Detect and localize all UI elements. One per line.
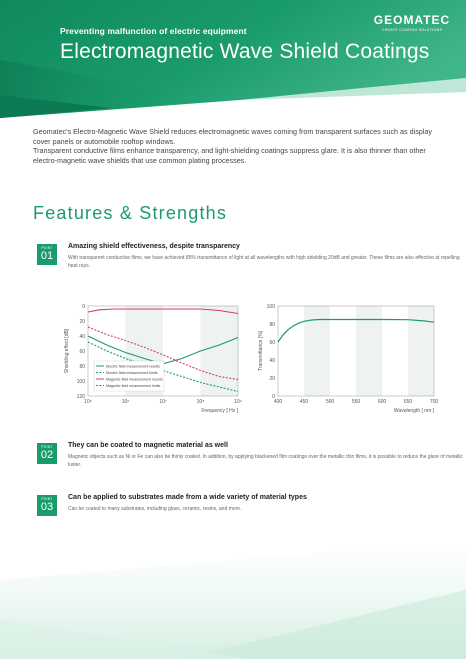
- feature-title-03: Can be applied to substrates made from a wide variety of material types: [68, 494, 307, 501]
- feature-desc-02: Magnetic objects such as Ni or Fe can also be thinly coated. In addition, by applying blackened film coatings over the metallic thin films, it is possible to reduce the glare of metallic luster.: [68, 454, 463, 468]
- point-label: POINT: [41, 497, 53, 501]
- legend-label: Magnetic field measurement limits: [106, 384, 161, 388]
- y-tick-label: 0: [82, 303, 85, 310]
- x-tick-label: 10⁸: [196, 399, 205, 405]
- y-tick-label: 0: [272, 393, 275, 400]
- y-axis-label: Shielding effect [dB]: [64, 328, 70, 374]
- x-axis-label: Wavelength [ nm ]: [393, 408, 434, 414]
- point-badge-03: [37, 495, 57, 516]
- y-tick-label: 100: [266, 303, 275, 310]
- y-tick-label: 60: [269, 339, 275, 346]
- section-title: Features & Strengths: [33, 203, 228, 223]
- point-number: 03: [40, 501, 54, 513]
- logo-wordmark: GEOMATEC: [373, 13, 451, 27]
- logo-tagline: CREATE COATING SOLUTIONS: [381, 28, 443, 32]
- shielding-chart-svg: [60, 298, 250, 420]
- footer-decoration: [0, 520, 466, 659]
- legend-label: Electric field measurement limits: [106, 371, 158, 375]
- x-tick-label: 700: [429, 399, 439, 405]
- x-axis-label: Frequency [ Hz ]: [201, 408, 238, 414]
- feature-title-02: They can be coated to magnetic material as well: [68, 442, 228, 449]
- x-tick-label: 10⁵: [84, 399, 92, 405]
- y-tick-label: 20: [269, 375, 275, 382]
- x-tick-label: 10⁶: [121, 399, 130, 405]
- point-number: 02: [40, 449, 54, 461]
- y-tick-label: 20: [79, 318, 85, 325]
- page-title: Electromagnetic Wave Shield Coatings: [60, 40, 430, 63]
- y-axis-label: Transmittance [%]: [258, 330, 264, 372]
- y-tick-label: 40: [79, 333, 85, 340]
- x-tick-label: 400: [273, 399, 283, 405]
- y-tick-label: 80: [269, 321, 275, 328]
- company-logo: [372, 13, 452, 32]
- header-banner: [0, 0, 466, 118]
- y-tick-label: 60: [79, 348, 85, 355]
- intro-text: [33, 127, 438, 165]
- y-tick-label: 40: [269, 357, 275, 364]
- point-number: 01: [40, 250, 54, 262]
- y-tick-label: 80: [79, 363, 85, 370]
- transmittance-chart-svg: [256, 298, 440, 420]
- feature-title-01: Amazing shield effectiveness, despite transparency: [68, 243, 240, 250]
- header-subtitle: Preventing malfunction of electric equipment: [60, 26, 247, 36]
- intro-paragraph-1: Geomatec's Electro-Magnetic Wave Shield reduces electromagnetic waves coming from transparent surfaces such as display cover panels or automobile rooftop windows.: [33, 127, 432, 146]
- transmittance-chart: [256, 298, 440, 425]
- y-tick-label: 120: [76, 393, 85, 400]
- point-badge-02: [37, 443, 57, 464]
- legend-label: Magnetic field measurement results: [106, 377, 163, 382]
- x-tick-label: 10⁷: [159, 399, 167, 405]
- x-tick-label: 10⁹: [234, 399, 242, 405]
- legend-label: Electric field measurement results: [106, 364, 160, 369]
- x-tick-label: 450: [299, 399, 309, 405]
- point-badge-01: [37, 244, 57, 265]
- feature-desc-03: Can be coated to many substrates, including glass, ceramic, resins, and more.: [68, 506, 242, 512]
- shielding-chart: [60, 298, 250, 425]
- y-tick-label: 100: [76, 378, 85, 385]
- x-tick-label: 500: [325, 399, 335, 405]
- feature-desc-01: With transparent conductive films, we have achieved 85% transmittance of light at all wavelengths with high shielding 20dB and greater. These films are also effective at repelling heat rays.: [68, 255, 460, 269]
- x-tick-label: 600: [377, 399, 387, 405]
- point-label: POINT: [41, 246, 53, 250]
- chart-band: [201, 306, 239, 396]
- intro-paragraph-2: Transparent conductive films enhance transparency, and light-shielding coatings suppress glare. It is also thinner than other electro-magnetic wave shields that use common plating processes.: [33, 146, 426, 165]
- x-tick-label: 550: [351, 399, 361, 405]
- x-tick-label: 650: [403, 399, 413, 405]
- point-label: POINT: [41, 445, 53, 449]
